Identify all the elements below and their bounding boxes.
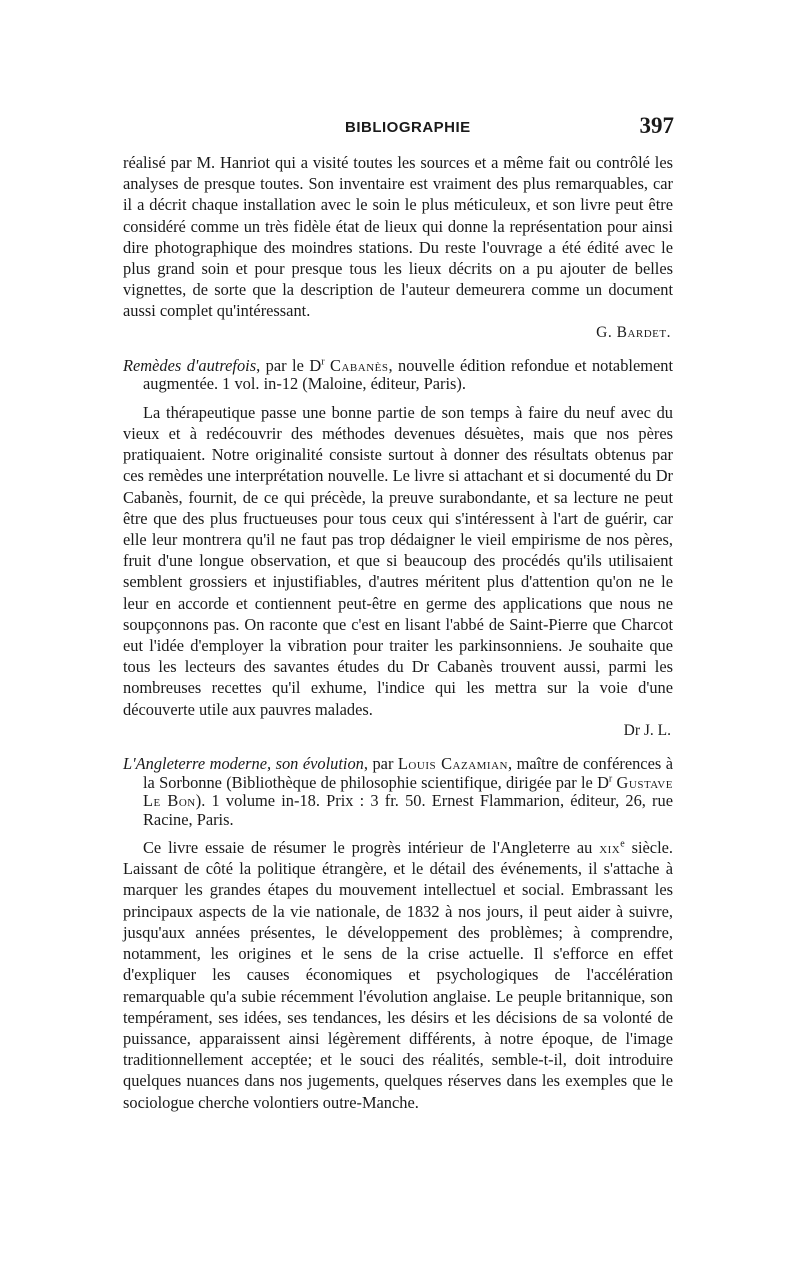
review3-director: Gustave Le Bon (143, 772, 673, 811)
review3-citation (123, 755, 673, 829)
review3-text (123, 837, 673, 1113)
review2-details: , nouvelle édition refondue et notablement augmentée. 1 vol. in-12 (Maloine, éditeur, Paris). (143, 355, 673, 394)
review3-text-b: siècle. Laissant de côté la politique étrangère, et le détail des événements, il s'attache à marquer les grandes étapes du mouvement intellectuel et social. Embrassant les principaux aspects de la vie nationale, de 1832 à nos jours, il peut aider à suivre, jusqu'aux années présentes, le développement des problèmes; à comprendre, notamment, les origines et le sens de la crise actuelle. Il s'efforce en effet d'expliquer les causes économiques et psychologiques de l'accélération remarquable qu'a subie récemment l'évolution anglaise. Le peuple britannique, son tempérament, ses idées, ses tendances, les désirs et les décisions de sa volonté de puissance, apparaissent ainsi légèrement différents, à notre époque, de l'image traditionnellement acceptée; et le souci des réalités, semble-t-il, doit introduire quelques nuances dans nos jugements, quelques réserves dans les exemples que le sociologue cherche volontiers outre-Manche. (123, 838, 673, 1112)
review3-title: L'Angleterre moderne, son évolution (123, 754, 364, 774)
page-header (0, 113, 800, 143)
review2-dr-sup: r (321, 356, 325, 368)
review3-details-b: ). 1 volume in-18. Prix : 3 fr. 50. Ernest Flammarion, éditeur, 26, rue Racine, Paris. (143, 791, 673, 829)
review3-century-sup: e (620, 838, 625, 850)
review2-author: Cabanès (330, 355, 389, 375)
review3-dr-sup: r (608, 773, 613, 785)
review2-signature: Dr J. L. (623, 721, 671, 739)
review2-by: , par le D (256, 355, 322, 375)
review2-text: La thérapeutique passe une bonne partie de son temps à faire du neuf avec du vieux et à redécouvrir des méthodes devenues désuètes, mais que nos pères pratiquaient. Notre originalité consiste surtout à donner des résultats obtenus par ces remèdes une interprétation nouvelle. Le livre si attachant et si documenté du Dr Cabanès, fournit, de ce qui précède, la preuve surabondante, et sa lecture ne peut être que des plus fructueuses pour tous ceux qui s'intéressent à l'art de guérir, car elle leur montrera qu'il ne faut pas trop dédaigner le vieil empirisme de nos pères, fruit d'une longue observation, et que si beaucoup des procédés qu'ils utilisaient semblent grossiers et injustifiables, d'autres méritent plus d'attention qu'on ne le leur en accorde et contiennent peut-être en germe des applications que nous ne soupçonnons pas. On raconte que c'est en lisant l'abbé de Saint-Pierre que Charcot eut l'idée d'employer la vibration pour traiter les parkinsonniens. Je souhaite que tous les lecteurs des savantes études du Dr Cabanès trouvent aussi, parmi les nombreuses recettes qu'il exhume, l'indice qui les mettra sur la voie d'une découverte utile aux pauvres malades. (123, 402, 673, 719)
page-body (123, 152, 673, 1113)
review1-text: réalisé par M. Hanriot qui a visité toutes les sources et a même fait ou contrôlé les analyses de presque toutes. Son inventaire est vraiment des plus remarquables, car il a décrit chaque installation avec le soin le plus méticuleux, et son livre peut être considéré comme un très fidèle état de lieux qui donne la représentation pour ainsi dire photographique des moindres stations. Du reste l'ouvrage a été édité avec le plus grand soin et pour presque tous les lieux décrits on a pu ajouter de belles vignettes, de sorte que la description de l'auteur demeurera comme un document aussi complet qu'intéressant. (123, 153, 673, 321)
review3-details-a: , maître de conférences à la Sorbonne (Bibliothèque de philosophie scientifique, dirigée par le D (143, 754, 674, 792)
review2-citation (123, 357, 673, 394)
review3-century: xix (599, 838, 621, 858)
running-head: BIBLIOGRAPHIE (345, 119, 471, 136)
review1-signature: G. Bardet. (596, 323, 671, 341)
review3-text-a: Ce livre essaie de résumer le progrès intérieur de l'Angleterre au (143, 838, 600, 858)
review2-title: Remèdes d'autrefois (123, 355, 257, 375)
page-number: 397 (639, 113, 674, 138)
review3-by: , par (363, 754, 398, 774)
review3-author: Louis Cazamian (397, 754, 508, 774)
